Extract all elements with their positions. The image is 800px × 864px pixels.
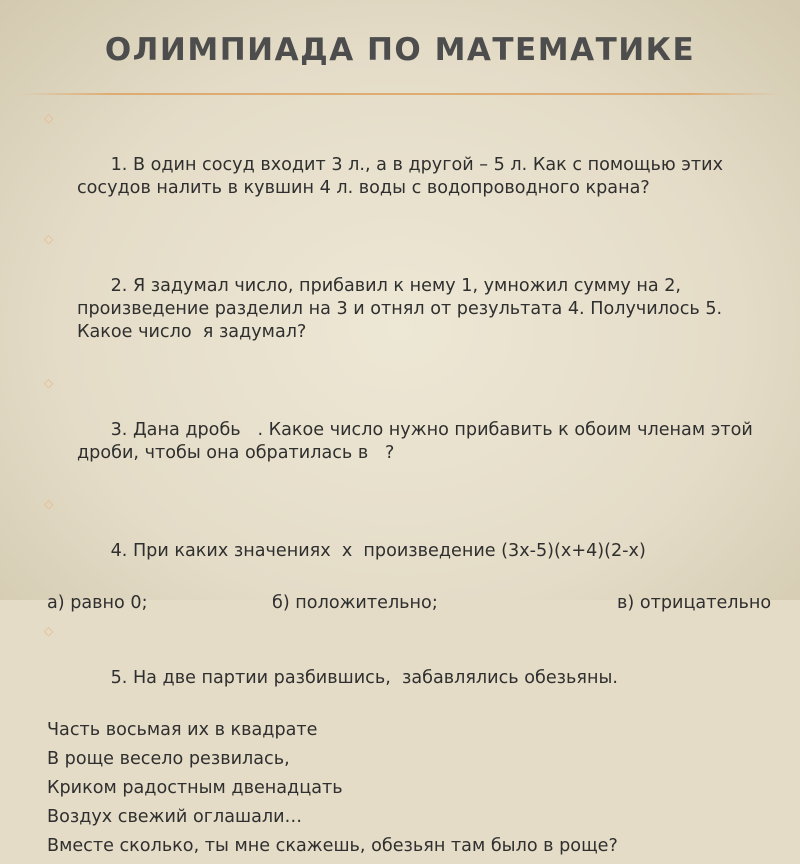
problem-4 <box>0 494 800 586</box>
problem-text: 5. На две партии разбившись, забавлялись обезьяны. <box>110 668 618 688</box>
diamond-bullet-icon: ◇ <box>44 376 54 390</box>
poem-line: Часть восьмая их в квадрате <box>47 720 318 740</box>
diamond-bullet-icon: ◇ <box>44 232 54 246</box>
poem-line: Криком радостным двенадцать <box>47 778 343 798</box>
choice-a: а) равно 0; <box>47 593 148 613</box>
diamond-bullet-icon: ◇ <box>44 497 54 511</box>
problem-1 <box>0 108 800 223</box>
poem-line: Воздух свежий оглашали… <box>47 807 303 827</box>
problem-text: 4. При каких значениях х произведение (3х-5)(х+4)(2-х) <box>110 541 646 561</box>
problem-text: 2. Я задумал число, прибавил к нему 1, умножил сумму на 2, произведение разделил на 3 и отнял от результата 4. Получилось 5. Какое число я задумал? <box>77 276 723 342</box>
title-divider <box>18 93 782 95</box>
choice-b: б) положительно; <box>272 593 438 613</box>
problem-text: 3. Дана дробь . Какое число нужно прибавить к обоим членам этой дроби, чтобы она обратилась в ? <box>77 420 753 463</box>
problem-2 <box>0 229 800 367</box>
problem-3 <box>0 373 800 488</box>
poem-line: В роще весело резвилась, <box>47 749 290 769</box>
slide-title: ОЛИМПИАДА ПО МАТЕМАТИКЕ <box>104 32 696 68</box>
choice-c: в) отрицательно <box>617 593 772 613</box>
slide-content <box>0 108 800 864</box>
diamond-bullet-icon: ◇ <box>44 111 54 125</box>
problem-text: 1. В один сосуд входит 3 л., а в другой – 5 л. Как с помощью этих сосудов налить в кувшин 4 л. воды с водопроводного крана? <box>77 155 724 198</box>
diamond-bullet-icon: ◇ <box>44 624 54 638</box>
problem-5 <box>0 621 800 713</box>
problem-4-choices <box>0 592 800 615</box>
poem-line: Вместе сколько, ты мне скажешь, обезьян там было в роще? <box>47 836 618 856</box>
